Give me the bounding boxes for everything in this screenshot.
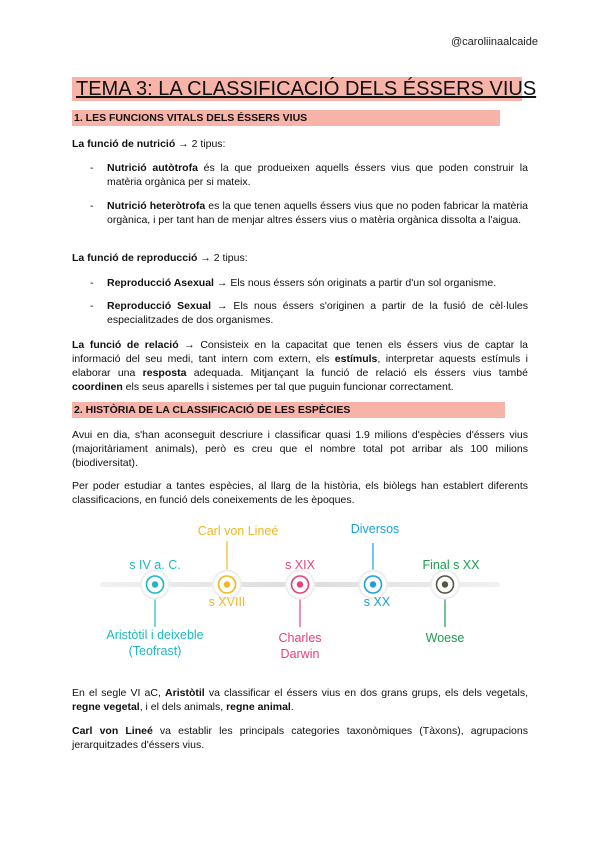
p3-bold-2: regne vegetal — [72, 701, 140, 713]
list-item-term: Reproducció Asexual — [107, 277, 214, 289]
relacio-paragraph — [72, 338, 528, 394]
list-item: - Reproducció Sexual → Els nous éssers s'originen a partir de la fusió de cèl·lules especialitzades de dos organismes. — [90, 300, 528, 326]
p4-text-1: va establir les principals categories taxonòmiques (Tàxons), agrupacions jerarquitzades d'éssers vius. — [72, 725, 528, 751]
p3-text-3: , i el dels animals, — [139, 701, 227, 713]
section-2-heading: 2. HISTÒRIA DE LA CLASSIFICACIÓ DE LES ESPÈCIES — [72, 402, 505, 418]
relacio-bold-2: resposta — [142, 367, 187, 379]
person-name: Aristòtil i deixeble — [106, 628, 204, 642]
relacio-text-4: els seus aparells i sistemes per tal que puguin funcionar correctament. — [122, 381, 454, 393]
timeline-node-3 — [286, 571, 314, 599]
period-label: s XVIII — [208, 595, 246, 609]
person-label: Woese — [425, 631, 465, 645]
person-label: Diversos — [350, 522, 400, 536]
list-item-text: → Els nous éssers són originats a partir d'un sol organisme. — [213, 277, 497, 289]
classification-paragraph: Per poder estudiar a tantes espècies, al llarg de la història, els biòlegs han establert diferents classificacions, en funció dels coneixements de les èpoques. — [72, 480, 528, 506]
p3-bold-1: Aristòtil — [165, 687, 205, 699]
list-item-text: → Els nous éssers s'originen a partir de la fusió de cèl·lules especialitzades de dos organismes. — [107, 300, 528, 326]
linee-paragraph — [72, 724, 528, 752]
section-1-heading: 1. LES FUNCIONS VITALS DELS ÉSSERS VIUS — [72, 110, 500, 126]
period-label: s IV a. C. — [129, 558, 181, 572]
relacio-text-3: adequada. Mitjançant la funció de relació els éssers vius també — [186, 367, 528, 379]
relacio-bold-3: coordinen — [72, 381, 123, 393]
list-item-text: és la que produeixen aquells éssers vius que poden construir la matèria orgànica per si mateix. — [107, 162, 528, 188]
p4-bold-1: Carl von Lineé — [72, 725, 153, 737]
timeline — [0, 510, 600, 680]
person-label: Carl von Lineé — [197, 524, 279, 538]
relacio-text-1: → Consisteix en la capacitat que tenen els éssers vius de captar la informació del seu medi, tant intern com extern, els — [72, 339, 528, 365]
nutricio-label: La funció de nutrició — [72, 138, 176, 150]
relacio-bold-1: estímuls — [334, 353, 378, 365]
timeline-node-1 — [141, 571, 169, 599]
p3-text-1: En el segle VI aC, — [72, 687, 166, 699]
reproduccio-after: → 2 tipus: — [197, 252, 248, 264]
person-name-2: Darwin — [280, 647, 320, 661]
reproduccio-label: La funció de reproducció — [72, 252, 198, 264]
list-item: - Nutrició autòtrofa és la que produeixen aquells éssers vius que poden construir la matèria orgànica per si mateix. — [90, 162, 528, 188]
relacio-text-2: , interpretar aquests estímuls i elaborar una — [72, 353, 528, 379]
list-item: - Nutrició heteròtrofa es la que tenen aquells éssers vius que no poden fabricar la matèria orgànica, i per tant han de menjar altres éssers vius o matèria orgànica dissolta a l'aigua. — [90, 200, 528, 226]
period-label: Final s XX — [422, 558, 480, 572]
relacio-label: La funció de relació — [72, 339, 179, 351]
nutricio-intro — [72, 137, 528, 151]
list-item-text: es la que tenen aquells éssers vius que no poden fabricar la matèria orgànica, i per tant han de menjar altres éssers vius o matèria orgànica dissolta a l'aigua. — [107, 200, 528, 226]
nutricio-after: → 2 tipus: — [175, 138, 226, 150]
p3-text-4: . — [290, 701, 294, 713]
list-item-term: Reproducció Sexual — [107, 300, 211, 312]
person-name-2: (Teofrast) — [128, 644, 182, 658]
p3-bold-3: regne animal — [226, 701, 291, 713]
p3-text-2: va classificar el éssers vius en dos grans grups, els dels vegetals, — [204, 687, 528, 699]
list-item: - Reproducció Asexual → Els nous éssers són originats a partir d'un sol organisme. — [90, 277, 497, 289]
period-label: s XX — [363, 595, 391, 609]
biodiversity-paragraph: Avui en dia, s'han aconseguit descriure i classificar quasi 1.9 milions d'espècies d'éssers vius (majoritàriament animals), però es creu que el nombre total pot arribar als 100 milions (biodiversitat). — [72, 429, 528, 469]
reproduccio-intro — [72, 251, 528, 265]
list-item-term: Nutrició autòtrofa — [107, 162, 198, 174]
page-title: TEMA 3: LA CLASSIFICACIÓ DELS ÉSSERS VIUS — [72, 77, 522, 101]
person-label — [106, 627, 203, 659]
person-label — [278, 630, 321, 662]
period-label: s XIX — [285, 558, 315, 572]
person-name: Charles — [278, 631, 322, 645]
timeline-node-5 — [431, 571, 459, 599]
author-handle: @caroliinaalcaide — [451, 36, 538, 48]
aristotil-paragraph — [72, 686, 528, 714]
list-item-term: Nutrició heteròtrofa — [107, 200, 206, 212]
